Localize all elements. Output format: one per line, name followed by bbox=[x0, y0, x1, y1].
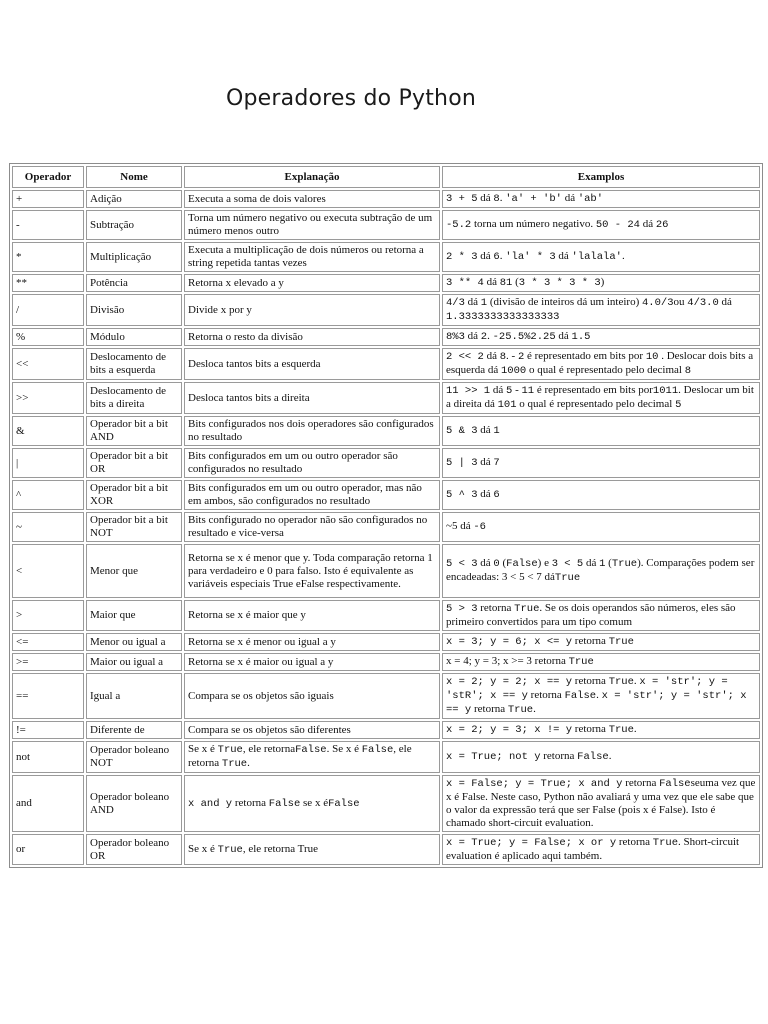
cell-example bbox=[442, 190, 760, 208]
text-fragment: dá bbox=[477, 250, 494, 262]
code-fragment: -6 bbox=[473, 521, 486, 533]
header-explanacao: Explanação bbox=[184, 166, 440, 188]
cell-example bbox=[442, 721, 760, 739]
text-fragment: dá bbox=[718, 296, 732, 308]
text-fragment: o qual é representado pelo decimal bbox=[516, 398, 676, 410]
text-fragment: dá bbox=[464, 296, 481, 308]
text-fragment: . bbox=[633, 675, 640, 687]
cell-explanation: Desloca tantos bits a direita bbox=[184, 382, 440, 414]
cell-explanation: Bits configurados em um ou outro operador são configurados no resultado bbox=[184, 448, 440, 478]
cell-operator: % bbox=[12, 328, 84, 346]
cell-explanation bbox=[184, 834, 440, 865]
code-fragment: True bbox=[221, 758, 248, 770]
cell-name: Operador boleano OR bbox=[86, 834, 182, 865]
cell-name: Menor que bbox=[86, 544, 182, 598]
table-row bbox=[12, 741, 760, 773]
cell-explanation bbox=[184, 741, 440, 773]
cell-explanation: Retorna se x é maior ou igual a y bbox=[184, 653, 440, 671]
cell-name: Operador bit a bit AND bbox=[86, 416, 182, 446]
cell-explanation: Retorna x elevado a y bbox=[184, 274, 440, 292]
text-fragment: . Se os dois operandos são números, eles são primeiro convertidos para um tipo comum bbox=[446, 602, 736, 628]
code-fragment: 8 bbox=[493, 193, 500, 205]
operators-table-container bbox=[9, 163, 763, 868]
code-fragment: 1 bbox=[493, 425, 500, 437]
code-fragment: 5 bbox=[506, 385, 513, 397]
text-fragment: o qual é representado pelo decimal bbox=[526, 364, 685, 376]
text-fragment: dá bbox=[583, 557, 600, 569]
text-fragment: Se x é bbox=[188, 743, 218, 755]
cell-example bbox=[442, 242, 760, 272]
text-fragment: ) e bbox=[537, 557, 552, 569]
cell-operator: > bbox=[12, 600, 84, 631]
cell-operator: + bbox=[12, 190, 84, 208]
cell-operator: < bbox=[12, 544, 84, 598]
code-fragment: False bbox=[268, 797, 301, 810]
code-fragment: x = False; y = True; x and y bbox=[446, 778, 623, 790]
table-row bbox=[12, 653, 760, 671]
table-row bbox=[12, 190, 760, 208]
text-fragment: ~5 dá bbox=[446, 520, 474, 532]
text-fragment: . bbox=[499, 250, 506, 262]
code-fragment: 7 bbox=[493, 457, 500, 469]
text-fragment: , ele retorna bbox=[188, 743, 412, 769]
header-examplos: Examplos bbox=[442, 166, 760, 188]
code-fragment: 5 < 3 bbox=[446, 558, 478, 570]
code-fragment: 5 & 3 bbox=[446, 425, 478, 437]
code-fragment: 'ab' bbox=[577, 193, 604, 205]
code-fragment: 5 bbox=[675, 399, 682, 411]
cell-example bbox=[442, 416, 760, 446]
table-row bbox=[12, 480, 760, 510]
cell-operator: and bbox=[12, 775, 84, 832]
text-fragment: dá bbox=[477, 456, 494, 468]
operators-table bbox=[10, 164, 762, 867]
table-row bbox=[12, 600, 760, 631]
header-operador: Operador bbox=[12, 166, 84, 188]
table-row bbox=[12, 274, 760, 292]
cell-name: Operador bit a bit XOR bbox=[86, 480, 182, 510]
cell-explanation: Divide x por y bbox=[184, 294, 440, 326]
code-fragment: 5 ^ 3 bbox=[446, 489, 478, 501]
table-row bbox=[12, 512, 760, 542]
text-fragment: - bbox=[512, 384, 522, 396]
cell-name: Igual a bbox=[86, 673, 182, 719]
cell-explanation: Retorna se x é menor que y. Toda comparação retorna 1 para verdadeiro e 0 para falso. Isto é equivalente as variáveis especiais True eFalse respectivamente. bbox=[184, 544, 440, 598]
cell-operator: ** bbox=[12, 274, 84, 292]
table-row bbox=[12, 633, 760, 651]
code-fragment: False bbox=[659, 778, 691, 790]
code-fragment: x and y bbox=[188, 797, 233, 810]
code-fragment: 2 << 2 bbox=[446, 351, 484, 363]
text-fragment: dá bbox=[561, 192, 578, 204]
code-fragment: 1011 bbox=[652, 385, 679, 397]
code-fragment: 4/3 bbox=[446, 297, 465, 309]
table-row bbox=[12, 294, 760, 326]
cell-explanation bbox=[184, 775, 440, 832]
code-fragment: 6 bbox=[493, 251, 500, 263]
cell-name: Módulo bbox=[86, 328, 182, 346]
text-fragment: retorna bbox=[572, 723, 609, 735]
code-fragment: x = 'str'; y = 'str'; x == y bbox=[446, 690, 747, 716]
code-fragment: x = True; y = False; x or y bbox=[446, 837, 617, 849]
text-fragment: dá bbox=[483, 276, 500, 288]
cell-example bbox=[442, 294, 760, 326]
text-fragment: x = 4; y = 3; x >= 3 retorna bbox=[446, 655, 569, 667]
text-fragment: . bbox=[499, 192, 506, 204]
text-fragment: dá bbox=[477, 424, 494, 436]
code-fragment: 6 bbox=[493, 489, 500, 501]
code-fragment: 1 bbox=[480, 297, 488, 309]
cell-example bbox=[442, 741, 760, 773]
text-fragment: dá bbox=[490, 384, 506, 396]
text-fragment: se x é bbox=[300, 796, 329, 809]
header-nome: Nome bbox=[86, 166, 182, 188]
code-fragment: 5 | 3 bbox=[446, 457, 478, 469]
code-fragment: 5 > 3 bbox=[446, 603, 478, 615]
cell-explanation: Torna um número negativo ou executa subtração de um número menos outro bbox=[184, 210, 440, 240]
code-fragment: 10 bbox=[645, 351, 659, 363]
cell-name: Deslocamento de bits a direita bbox=[86, 382, 182, 414]
code-fragment: x = 2; y = 2; x == y bbox=[446, 676, 573, 688]
text-fragment: seuma vez que x é False. Neste caso, Python não avaliará y uma vez que ele sabe que o valor da expressão terá que ser False (pois x é False). Isto é chamado short-circuit evaluation. bbox=[446, 777, 756, 829]
cell-operator: / bbox=[12, 294, 84, 326]
code-fragment: 2 bbox=[480, 331, 488, 343]
table-row bbox=[12, 834, 760, 865]
code-fragment: 4.0/3 bbox=[642, 297, 674, 309]
cell-operator: & bbox=[12, 416, 84, 446]
cell-name: Operador bit a bit NOT bbox=[86, 512, 182, 542]
cell-operator: - bbox=[12, 210, 84, 240]
cell-name: Adição bbox=[86, 190, 182, 208]
code-fragment: True bbox=[217, 744, 243, 756]
code-fragment: 11 >> 1 bbox=[446, 385, 491, 397]
code-fragment: True bbox=[554, 572, 581, 584]
cell-operator: << bbox=[12, 348, 84, 380]
text-fragment: ( bbox=[499, 557, 507, 569]
text-fragment: retorna bbox=[540, 750, 578, 762]
cell-explanation: Executa a soma de dois valores bbox=[184, 190, 440, 208]
table-body bbox=[12, 190, 760, 865]
cell-example bbox=[442, 448, 760, 478]
cell-explanation: Bits configurado no operador não são configurados no resultado e vice-versa bbox=[184, 512, 440, 542]
text-fragment: retorna bbox=[622, 777, 660, 789]
cell-explanation: Bits configurados em um ou outro operador, mas não em ambos, são configurados no resultado bbox=[184, 480, 440, 510]
cell-operator: <= bbox=[12, 633, 84, 651]
code-fragment: False bbox=[577, 751, 609, 763]
code-fragment: True bbox=[608, 636, 634, 648]
text-fragment: dá bbox=[555, 250, 572, 262]
text-fragment: . - bbox=[506, 350, 518, 362]
code-fragment: True bbox=[217, 843, 243, 856]
text-fragment: . bbox=[247, 757, 250, 769]
code-fragment: 0 bbox=[493, 558, 500, 570]
code-fragment: 1.3333333333333333 bbox=[446, 311, 560, 323]
text-fragment: retorna bbox=[471, 703, 508, 715]
cell-example bbox=[442, 348, 760, 380]
code-fragment: True bbox=[652, 837, 679, 849]
cell-example bbox=[442, 600, 760, 631]
code-fragment: 'a' + 'b' bbox=[505, 193, 562, 205]
text-fragment: dá bbox=[555, 330, 572, 342]
code-fragment: True bbox=[611, 558, 638, 570]
text-fragment: retorna bbox=[572, 635, 609, 647]
text-fragment: ). Comparações podem ser encadeadas: 3 < 5 < 7 dá bbox=[446, 557, 755, 583]
code-fragment: False bbox=[361, 744, 394, 756]
code-fragment: True bbox=[507, 704, 534, 716]
text-fragment: retorna bbox=[572, 675, 609, 687]
cell-name: Operador boleano AND bbox=[86, 775, 182, 832]
text-fragment: ( bbox=[605, 557, 612, 569]
code-fragment: 101 bbox=[497, 399, 517, 411]
text-fragment: dá bbox=[477, 488, 494, 500]
cell-example bbox=[442, 480, 760, 510]
code-fragment: x = True; not y bbox=[446, 751, 541, 763]
cell-name: Maior ou igual a bbox=[86, 653, 182, 671]
code-fragment: 8 bbox=[499, 351, 507, 363]
cell-example bbox=[442, 653, 760, 671]
table-row bbox=[12, 348, 760, 380]
cell-name: Potência bbox=[86, 274, 182, 292]
text-fragment: ) bbox=[600, 276, 605, 288]
cell-name: Diferente de bbox=[86, 721, 182, 739]
code-fragment: x = 2; y = 3; x != y bbox=[446, 724, 573, 736]
code-fragment: False bbox=[295, 744, 327, 756]
text-fragment: retorna bbox=[232, 796, 269, 809]
code-fragment: -25.5%2.25 bbox=[492, 331, 556, 343]
cell-explanation: Retorna o resto da divisão bbox=[184, 328, 440, 346]
code-fragment: 1000 bbox=[500, 365, 527, 377]
cell-example bbox=[442, 673, 760, 719]
cell-operator: != bbox=[12, 721, 84, 739]
cell-explanation: Retorna se x é maior que y bbox=[184, 600, 440, 631]
table-row bbox=[12, 210, 760, 240]
cell-explanation: Bits configurados nos dois operadores são configurados no resultado bbox=[184, 416, 440, 446]
text-fragment: torna um número negativo. bbox=[471, 218, 596, 230]
text-fragment: . Short-circuit evaluation é aplicado aqui também. bbox=[446, 836, 740, 862]
cell-example bbox=[442, 512, 760, 542]
text-fragment: , ele retorna bbox=[242, 743, 296, 755]
code-fragment: 3 + 5 bbox=[446, 193, 478, 205]
text-fragment: dá bbox=[477, 557, 494, 569]
code-fragment: True bbox=[608, 676, 634, 688]
cell-operator: * bbox=[12, 242, 84, 272]
code-fragment: x = 'str'; y = 'stR'; x == y bbox=[446, 676, 728, 702]
cell-name: Operador bit a bit OR bbox=[86, 448, 182, 478]
text-fragment: (divisão de inteiros dá um inteiro) bbox=[487, 296, 642, 308]
table-header-row bbox=[12, 166, 760, 188]
code-fragment: False bbox=[328, 797, 360, 810]
code-fragment: False bbox=[564, 690, 597, 702]
code-fragment: 3 < 5 bbox=[551, 558, 584, 570]
code-fragment: x = 3; y = 6; x <= y bbox=[446, 636, 573, 648]
text-fragment: retorna bbox=[477, 602, 515, 614]
code-fragment: 'lalala' bbox=[571, 251, 622, 263]
text-fragment: . bbox=[608, 750, 612, 762]
text-fragment: dá bbox=[464, 330, 481, 342]
table-row bbox=[12, 242, 760, 272]
code-fragment: False bbox=[506, 558, 538, 570]
text-fragment: retorna bbox=[527, 689, 565, 701]
cell-operator: ^ bbox=[12, 480, 84, 510]
cell-name: Subtração bbox=[86, 210, 182, 240]
table-row bbox=[12, 328, 760, 346]
text-fragment: é representado em bits por bbox=[524, 350, 646, 362]
table-row bbox=[12, 416, 760, 446]
cell-operator: | bbox=[12, 448, 84, 478]
cell-name: Divisão bbox=[86, 294, 182, 326]
text-fragment: ( bbox=[512, 276, 519, 288]
code-fragment: 8 bbox=[684, 365, 692, 377]
table-row bbox=[12, 544, 760, 598]
cell-example bbox=[442, 328, 760, 346]
cell-example bbox=[442, 382, 760, 414]
text-fragment: . Se x é bbox=[326, 743, 362, 755]
page-title: Operadores do Python bbox=[226, 86, 476, 111]
text-fragment: dá bbox=[483, 350, 500, 362]
cell-name: Maior que bbox=[86, 600, 182, 631]
code-fragment: 3 * 3 * 3 * 3 bbox=[518, 277, 601, 289]
text-fragment: . Deslocar dois bits a esquerda dá bbox=[446, 350, 754, 376]
code-fragment: 1.5 bbox=[571, 331, 591, 343]
text-fragment: . bbox=[621, 250, 625, 262]
cell-example bbox=[442, 775, 760, 832]
text-fragment: dá bbox=[639, 218, 656, 230]
code-fragment: 'la' * 3 bbox=[505, 251, 556, 263]
table-row bbox=[12, 775, 760, 832]
code-fragment: 1 bbox=[599, 558, 606, 570]
text-fragment: . bbox=[533, 703, 536, 715]
code-fragment: 26 bbox=[655, 219, 669, 231]
text-fragment: . bbox=[596, 689, 602, 701]
text-fragment: retorna bbox=[616, 836, 653, 848]
cell-example bbox=[442, 210, 760, 240]
text-fragment: dá bbox=[477, 192, 494, 204]
code-fragment: 81 bbox=[499, 277, 513, 289]
code-fragment: 2 bbox=[517, 351, 525, 363]
table-row bbox=[12, 448, 760, 478]
code-fragment: 2 * 3 bbox=[446, 251, 478, 263]
text-fragment: . bbox=[487, 330, 493, 342]
cell-operator: >> bbox=[12, 382, 84, 414]
code-fragment: True bbox=[608, 724, 634, 736]
code-fragment: True bbox=[514, 603, 540, 615]
code-fragment: 4/3.0 bbox=[687, 297, 719, 309]
cell-example bbox=[442, 544, 760, 598]
table-row bbox=[12, 673, 760, 719]
cell-operator: or bbox=[12, 834, 84, 865]
cell-name: Multiplicação bbox=[86, 242, 182, 272]
text-fragment: . bbox=[633, 723, 637, 735]
text-fragment: . Deslocar um bit a direita dá bbox=[446, 384, 754, 410]
cell-example bbox=[442, 834, 760, 865]
text-fragment: Se x é bbox=[188, 842, 218, 855]
text-fragment: é representado em bits por bbox=[534, 384, 653, 396]
cell-explanation: Executa a multiplicação de dois números ou retorna a string repetida tantas vezes bbox=[184, 242, 440, 272]
cell-operator: not bbox=[12, 741, 84, 773]
cell-explanation: Compara se os objetos são diferentes bbox=[184, 721, 440, 739]
table-row bbox=[12, 382, 760, 414]
text-fragment: ou bbox=[673, 296, 688, 308]
code-fragment: True bbox=[568, 656, 594, 668]
cell-explanation: Retorna se x é menor ou igual a y bbox=[184, 633, 440, 651]
code-fragment: 50 - 24 bbox=[595, 219, 640, 231]
text-fragment: , ele retorna True bbox=[242, 842, 319, 855]
cell-name: Operador boleano NOT bbox=[86, 741, 182, 773]
code-fragment: 11 bbox=[521, 385, 535, 397]
cell-example bbox=[442, 274, 760, 292]
code-fragment: -5.2 bbox=[446, 219, 472, 231]
table-row bbox=[12, 721, 760, 739]
cell-explanation: Desloca tantos bits a esquerda bbox=[184, 348, 440, 380]
code-fragment: 3 ** 4 bbox=[446, 277, 484, 289]
cell-operator: == bbox=[12, 673, 84, 719]
cell-name: Deslocamento de bits a esquerda bbox=[86, 348, 182, 380]
cell-name: Menor ou igual a bbox=[86, 633, 182, 651]
cell-operator: ~ bbox=[12, 512, 84, 542]
cell-explanation: Compara se os objetos são iguais bbox=[184, 673, 440, 719]
cell-example bbox=[442, 633, 760, 651]
cell-operator: >= bbox=[12, 653, 84, 671]
code-fragment: 8%3 bbox=[446, 331, 465, 343]
